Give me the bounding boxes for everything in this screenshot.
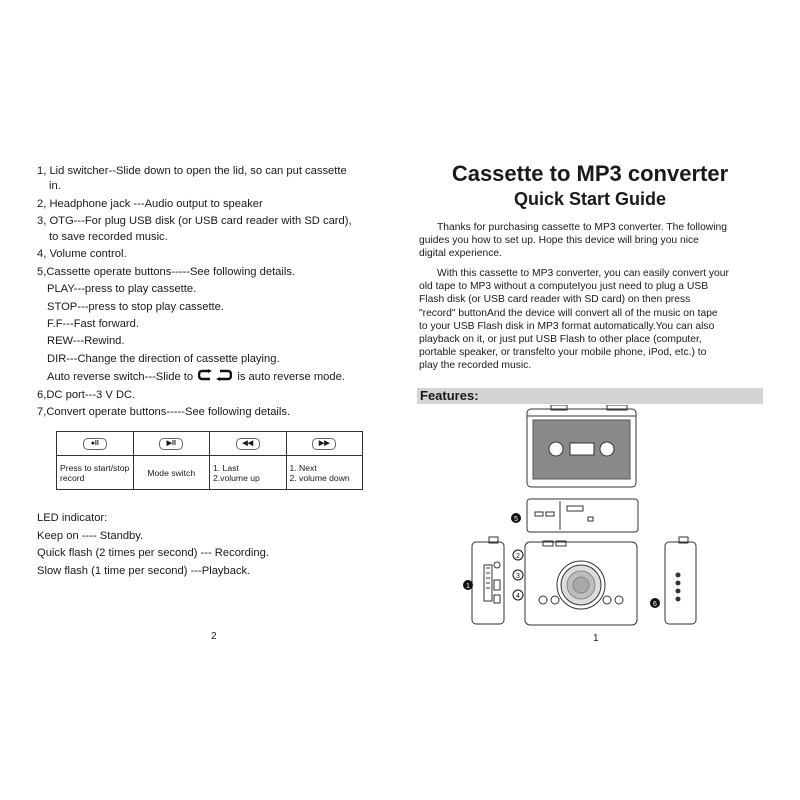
record-button-icon: ●II xyxy=(83,438,107,450)
previous-button-icon: ◀◀ xyxy=(236,438,260,450)
callout-4: 4 xyxy=(516,593,520,600)
callout-1: 1 xyxy=(466,583,470,590)
feature-item-2: 2, Headphone jack ---Audio output to speaker xyxy=(37,198,263,210)
callout-3: 3 xyxy=(516,573,520,580)
next-button-icon: ▶▶ xyxy=(312,438,336,450)
stop-description: STOP---press to stop play cassette. xyxy=(47,301,224,313)
callout-6: 6 xyxy=(653,601,657,608)
device-front-view xyxy=(527,499,638,532)
table-row xyxy=(57,432,363,456)
table-cell xyxy=(133,456,210,490)
led-recording: Quick flash (2 times per second) --- Recording. xyxy=(37,547,269,559)
description-line: portable speaker, or transfelto your mobile phone, iPod, etc.) to xyxy=(419,347,707,359)
mode-label: Mode switch xyxy=(147,467,196,478)
description-paragraph xyxy=(419,267,761,373)
table-cell xyxy=(133,432,210,456)
led-standby: Keep on ---- Standby. xyxy=(37,530,144,542)
intro-line: digital experience. xyxy=(419,248,502,260)
auto-reverse-text: Auto reverse switch---Slide to xyxy=(47,371,194,383)
page-number: 2 xyxy=(211,631,217,642)
auto-reverse-loop-icon xyxy=(198,369,232,381)
feature-item-3: 3, OTG---For plug USB disk (or USB card reader with SD card), xyxy=(37,215,352,227)
device-left-view xyxy=(472,537,504,624)
table-cell xyxy=(286,432,363,456)
features-heading-bar xyxy=(417,388,763,404)
next-label-line-2: 2. volume down xyxy=(289,472,350,483)
auto-reverse-suffix: is auto reverse mode. xyxy=(237,371,345,383)
feature-item-7: 7,Convert operate buttons-----See following details. xyxy=(37,406,291,418)
intro-paragraph xyxy=(419,221,761,261)
feature-item-6: 6,DC port---3 V DC. xyxy=(37,389,136,401)
table-cell xyxy=(210,456,287,490)
intro-line: guides you how to set up. Hope this device will bring you nice xyxy=(419,235,699,247)
features-heading: Features: xyxy=(420,388,479,403)
callout-2: 2 xyxy=(516,553,520,560)
feature-item-5: 5,Cassette operate buttons-----See following details. xyxy=(37,266,296,278)
page-subtitle: Quick Start Guide xyxy=(513,189,667,209)
led-heading: LED indicator: xyxy=(37,512,108,524)
description-line: Flash disk (or USB card reader with SD card) on then press xyxy=(419,294,691,306)
feature-item-1: 1, Lid switcher--Slide down to open the lid, so can put cassette xyxy=(37,165,347,177)
ff-description: F.F---Fast forward. xyxy=(47,318,139,330)
device-right-view xyxy=(665,537,696,624)
table-cell xyxy=(57,432,134,456)
play-pause-button-icon: ▶II xyxy=(159,438,183,450)
convert-buttons-table xyxy=(56,431,363,490)
play-description: PLAY---press to play cassette. xyxy=(47,283,197,295)
last-label-line-2: 2.volume up xyxy=(213,472,260,483)
auto-reverse-description xyxy=(47,369,345,386)
table-cell xyxy=(57,456,134,490)
table-cell xyxy=(286,456,363,490)
description-line: to your USB Flash disk in MP3 format automatically.You can also xyxy=(419,320,715,332)
intro-line: Thanks for purchasing cassette to MP3 converter. The following xyxy=(437,222,727,233)
next-label-line-1: 1. Next xyxy=(289,462,317,473)
device-diagram xyxy=(460,405,720,630)
device-main-view xyxy=(525,541,637,625)
record-label-line-2: record xyxy=(60,472,85,483)
callout-5: 5 xyxy=(514,516,518,523)
feature-item-4: 4, Volume control. xyxy=(37,248,127,260)
rew-description: REW---Rewind. xyxy=(47,335,125,347)
table-cell xyxy=(210,432,287,456)
last-label-line-1: 1. Last xyxy=(213,462,239,473)
feature-item-1-cont: in. xyxy=(49,180,61,192)
page-title: Cassette to MP3 converter xyxy=(451,161,729,186)
device-top-view xyxy=(527,405,636,487)
description-line: With this cassette to MP3 converter, you can easily convert your xyxy=(437,268,729,279)
feature-item-3-cont: to save recorded music. xyxy=(49,231,168,243)
table-row xyxy=(57,456,363,490)
record-label-line-1: Press to start/stop xyxy=(60,462,130,473)
description-line: "record" buttonAnd the device will convert all of the music on tape xyxy=(419,307,718,319)
led-playback: Slow flash (1 time per second) ---Playback. xyxy=(37,565,251,577)
description-line: play the recorded music. xyxy=(419,360,532,372)
page-number: 1 xyxy=(593,633,599,644)
description-line: old tape to MP3 without a computeIyou just need to plug a USB xyxy=(419,281,709,293)
dir-description: DIR---Change the direction of cassette playing. xyxy=(47,353,280,365)
description-line: playback on it, or just put USB Flash to other place (computer, xyxy=(419,334,702,346)
